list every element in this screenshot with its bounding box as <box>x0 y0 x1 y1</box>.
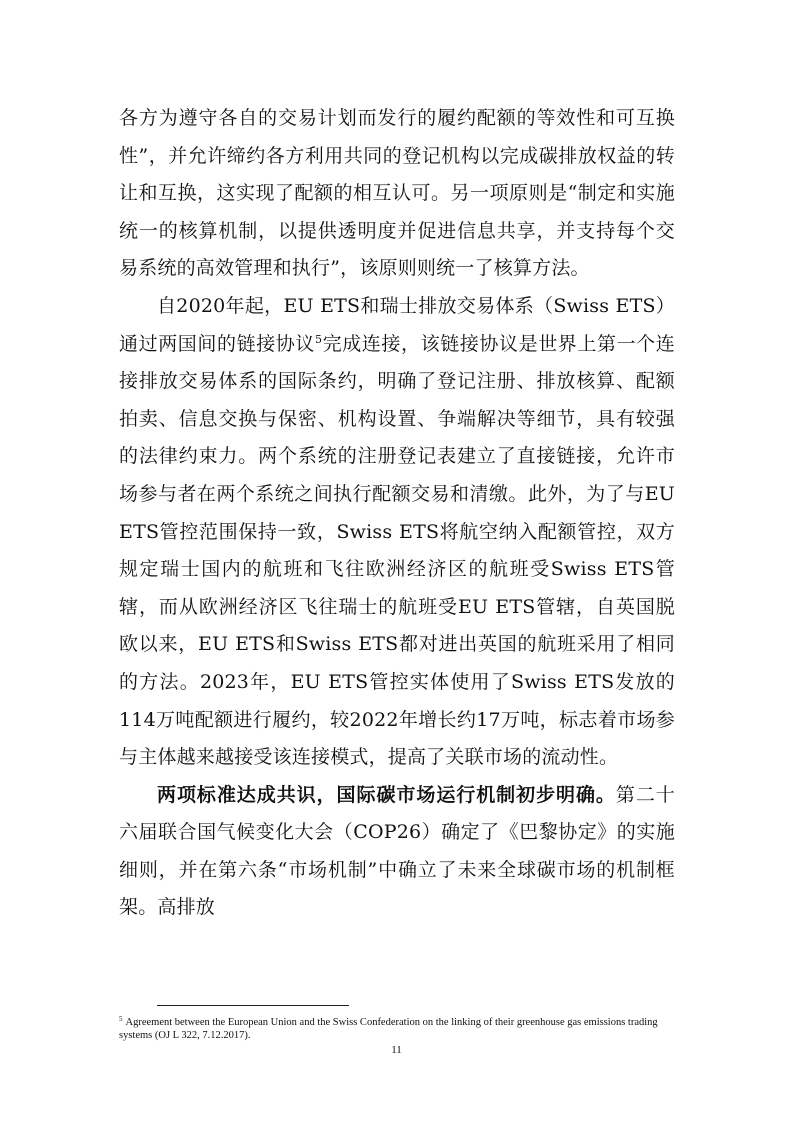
paragraph-3-heading: 两项标准达成共识，国际碳市场运行机制初步明确。 <box>157 783 616 806</box>
paragraph-3 <box>119 777 675 927</box>
paragraph-1: 各方为遵守各自的交易计划而发行的履约配额的等效性和可互换性”，并允许缔约各方利用共同的登记机构以完成碳排放权益的转让和互换，这实现了配额的相互认可。另一项原则是“制定和实施统一的核算机制，以提供透明度并促进信息共享，并支持每个交易系统的高效管理和执行”，该原则则统一了核算方法。 <box>119 107 675 280</box>
footnote <box>119 1016 675 1042</box>
paragraph-3-text: 第二十六届联合国气候变化大会（COP26）确定了《巴黎协定》的实施细则，并在第六条“市场机制”中确立了未来全球碳市场的机制框架。高排放 <box>119 783 675 919</box>
paragraph-2-text-b: 完成连接，该链接协议是世界上第一个连接排放交易体系的国际条约，明确了登记注册、排放核算、配额拍卖、信息交换与保密、机构设置、争端解决等细节，具有较强的法律约束力。两个系统的注册登记表建立了直接链接，允许市场参与者在两个系统之间执行配额交易和清缴。此外，为了与EU ETS管控范围保持一致，Swiss ETS将航空纳入配额管控，双方规定瑞士国内的航班和飞往欧洲经济区的航班受Swiss ETS管辖，而从欧洲经济区飞往瑞士的航班受EU ETS管辖，自英国脱欧以来，EU ETS和Swiss ETS都对进出英国的航班采用了相同的方法。2023年，EU ETS管控实体使用了Swiss ETS发放的114万吨配额进行履约，较2022年增长约17万吨，标志着市场参与主体越来越接受该连接模式，提高了关联市场的流动性。 <box>119 332 675 769</box>
paragraph-2 <box>119 288 675 777</box>
body-text <box>119 100 675 927</box>
footnote-reference[interactable]: 5 <box>315 332 323 346</box>
footnote-divider <box>157 1005 349 1006</box>
footnote-marker: 5 <box>119 1015 123 1023</box>
paragraph-2-text-a: 自2020年起，EU ETS和瑞士排放交易体系（Swiss ETS）通过两国间的链接协议 <box>119 294 675 355</box>
page-number: 11 <box>391 1044 402 1056</box>
footnote-text: Agreement between the European Union and the Swiss Confederation on the linking of their greenhouse gas emissions trading systems (OJ L 322, 7.12.2017). <box>119 1017 658 1041</box>
